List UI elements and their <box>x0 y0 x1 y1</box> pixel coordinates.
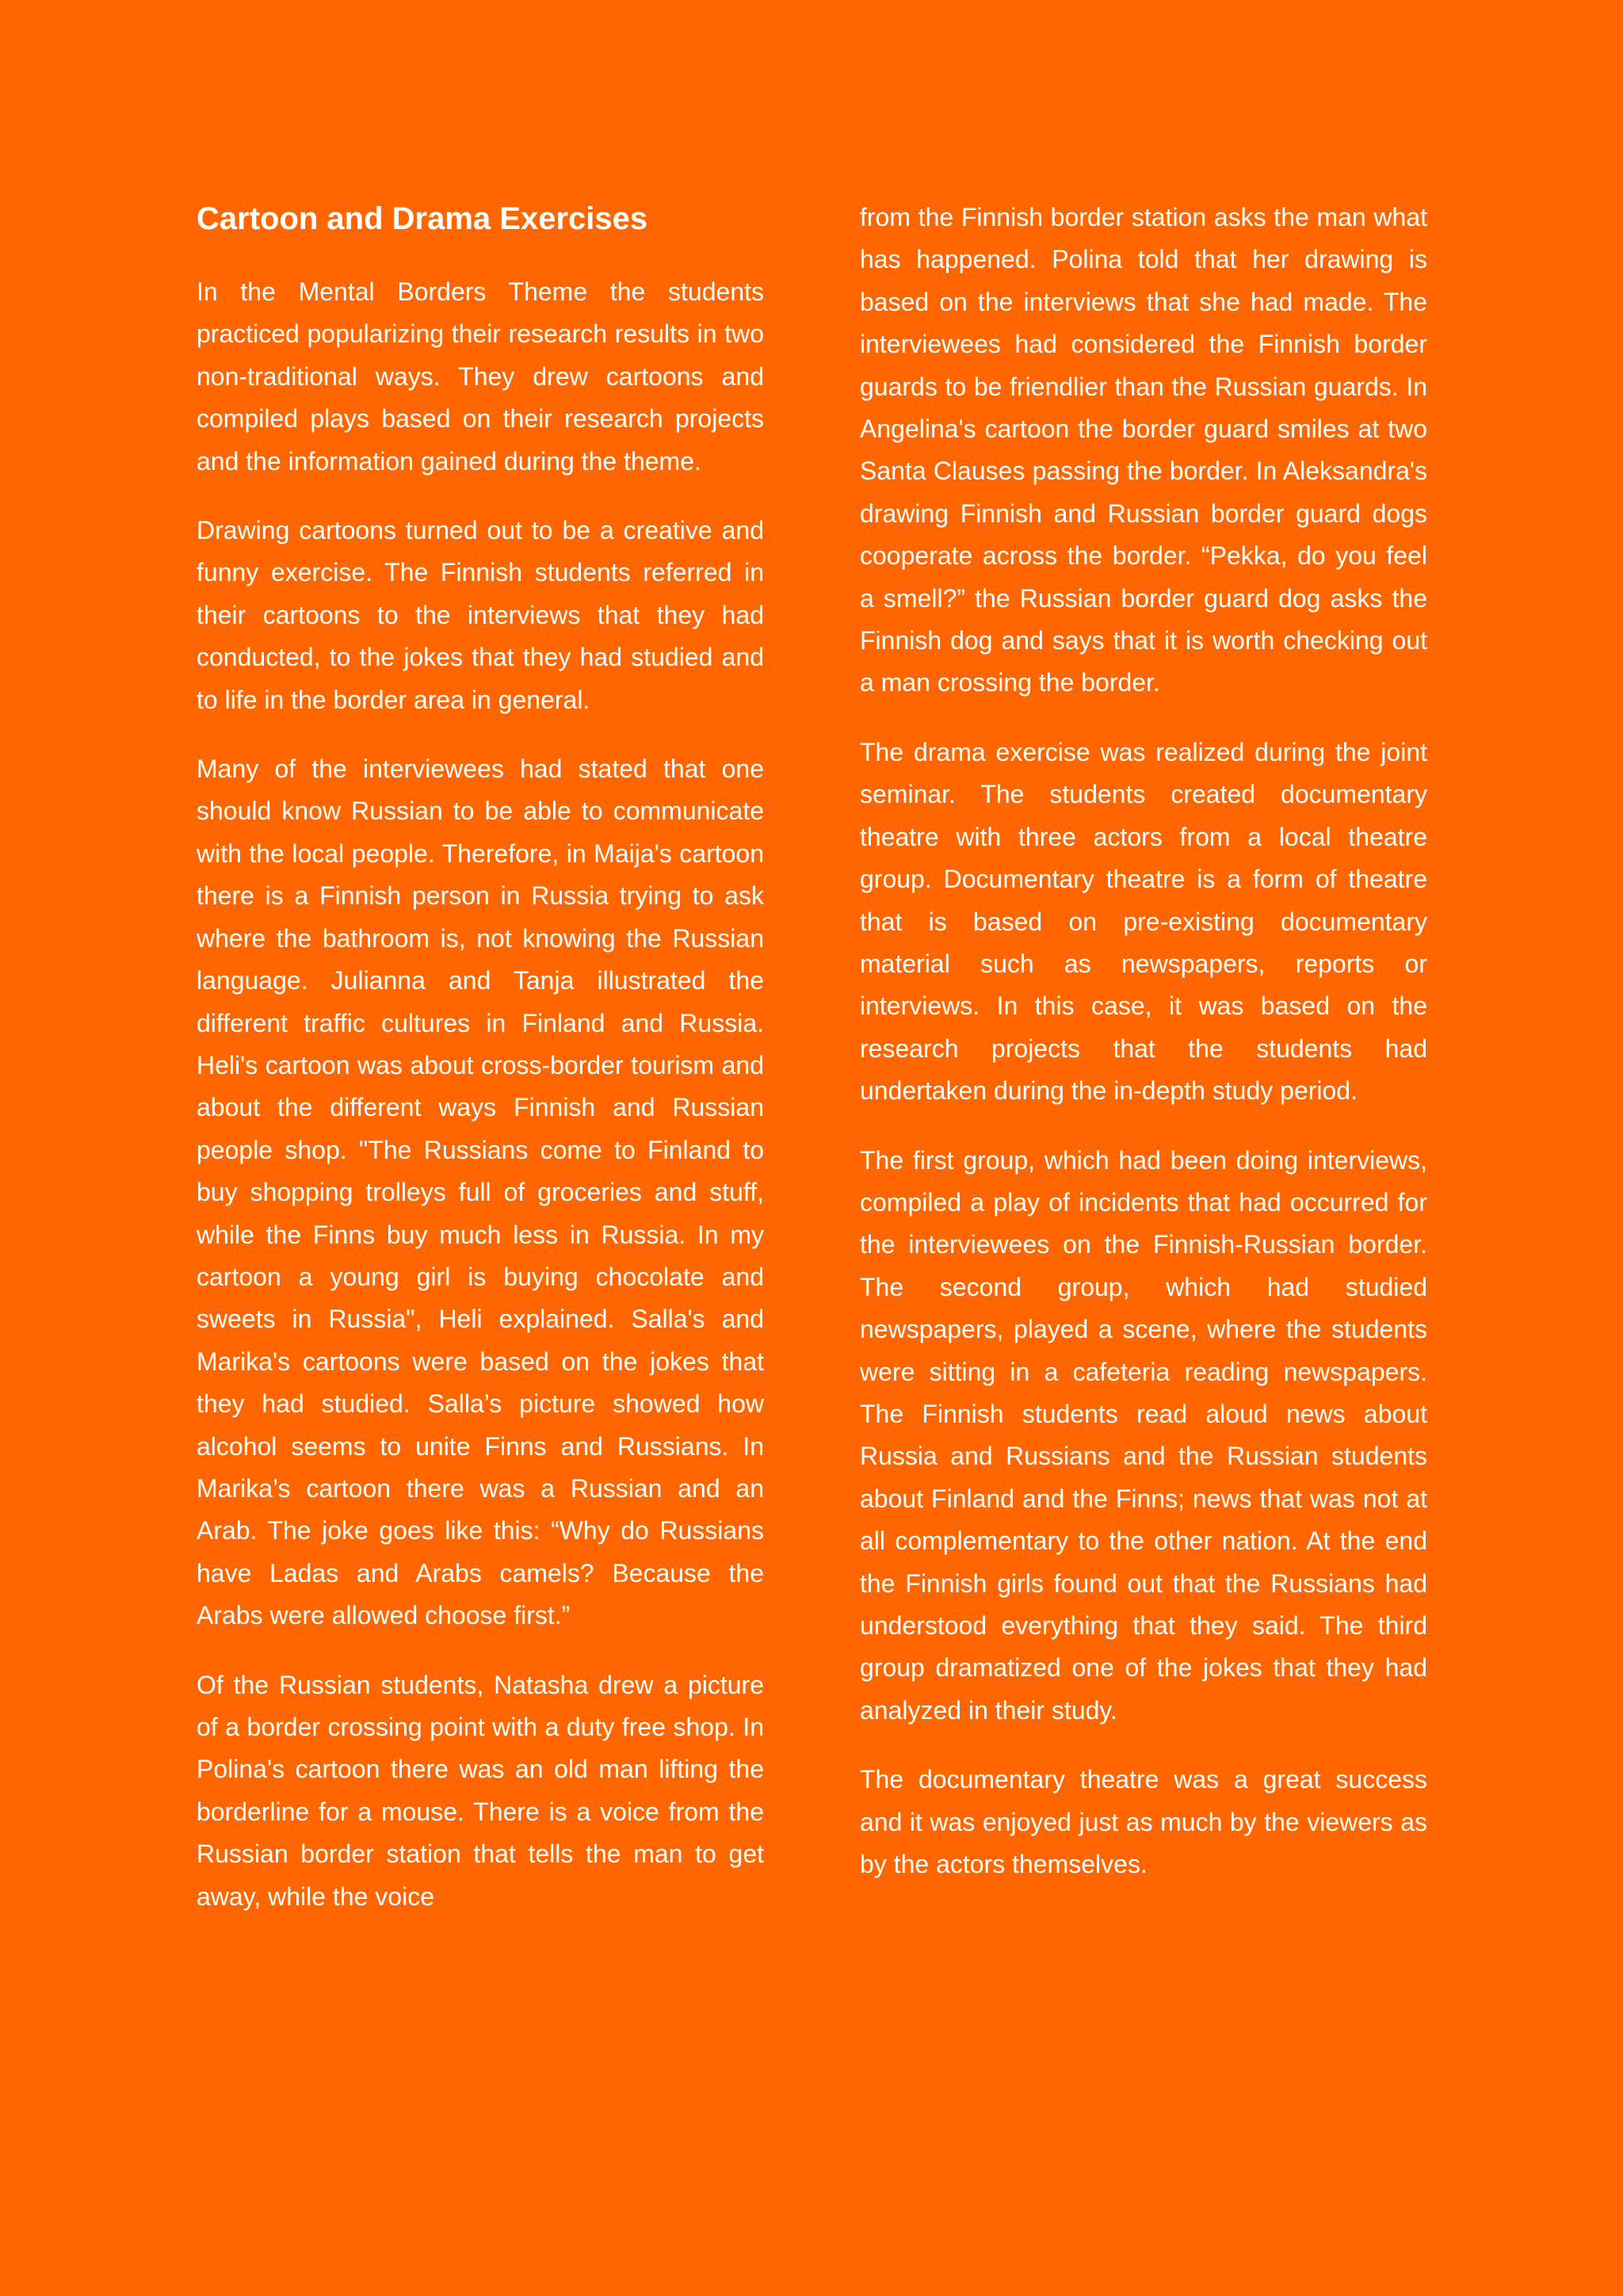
paragraph: Many of the interviewees had stated that one should know Russian to be able to communicate with the local people. Therefore, in Maija's cartoon there is a Finnish person in Russia trying to ask where the bathroom is, not knowing the Russian language. Julianna and Tanja illustrated the different traffic cultures in Finland and Russia. Heli's cartoon was about cross-border tourism and about the different ways Finnish and Russian people shop. "The Russians come to Finland to buy shopping trolleys full of groceries and stuff, while the Finns buy much less in Russia. In my cartoon a young girl is buying chocolate and sweets in Russia", Heli explained. Salla's and Marika's cartoons were based on the jokes that they had studied. Salla’s picture showed how alcohol seems to unite Finns and Russians. In Marika’s cartoon there was a Russian and an Arab. The joke goes like this: “Why do Russians have Ladas and Arabs camels? Because the Arabs were allowed choose first.” <box>197 755 764 1630</box>
left-column <box>197 197 764 1945</box>
paragraph: The documentary theatre was a great success and it was enjoyed just as much by the viewers as by the actors themselves. <box>860 1765 1427 1879</box>
paragraph: The drama exercise was realized during the joint seminar. The students created documentary theatre with three actors from a local theatre group. Documentary theatre is a form of theatre that is based on pre-existing documentary material such as newspapers, reports or interviews. In this case, it was based on the research projects that the students had undertaken during the in-depth study period. <box>860 737 1427 1106</box>
right-column <box>860 197 1427 1912</box>
page-title: Cartoon and Drama Exercises <box>197 201 648 236</box>
paragraph: The first group, which had been doing interviews, compiled a play of incidents that had occurred for the interviewees on the Finnish-Russian border. The second group, which had studied newspapers, played a scene, where the students were sitting in a cafeteria reading newspapers. The Finnish students read aloud news about Russia and Russians and the Russian students about Finland and the Finns; news that was not at all complementary to the other nation. At the end the Finnish girls found out that the Russians had understood everything that they said. The third group dramatized one of the jokes that they had analyzed in their study. <box>860 1145 1427 1725</box>
paragraph: In the Mental Borders Theme the students practiced popularizing their research results in two non-traditional ways. They drew cartoons and compiled plays based on their research projects and the information gained during the theme. <box>197 277 764 476</box>
paragraph: Drawing cartoons turned out to be a creative and funny exercise. The Finnish students referred in their cartoons to the interviews that they had conducted, to the jokes that they had studied and to life in the border area in general. <box>197 516 764 714</box>
paragraph: from the Finnish border station asks the man what has happened. Polina told that her drawing is based on the interviews that she had made. The interviewees had considered the Finnish border guards to be friendlier than the Russian guards. In Angelina's cartoon the border guard smiles at two Santa Clauses passing the border. In Aleksandra's drawing Finnish and Russian border guard dogs cooperate across the border. “Pekka, do you feel a smell?” the Russian border guard dog asks the Finnish dog and says that it is worth checking out a man crossing the border. <box>860 203 1427 697</box>
paragraph: Of the Russian students, Natasha drew a picture of a border crossing point with a duty free shop. In Polina's cartoon there was an old man lifting the borderline for a mouse. There is a voice from the Russian border station that tells the man to get away, while the voice <box>197 1670 764 1911</box>
